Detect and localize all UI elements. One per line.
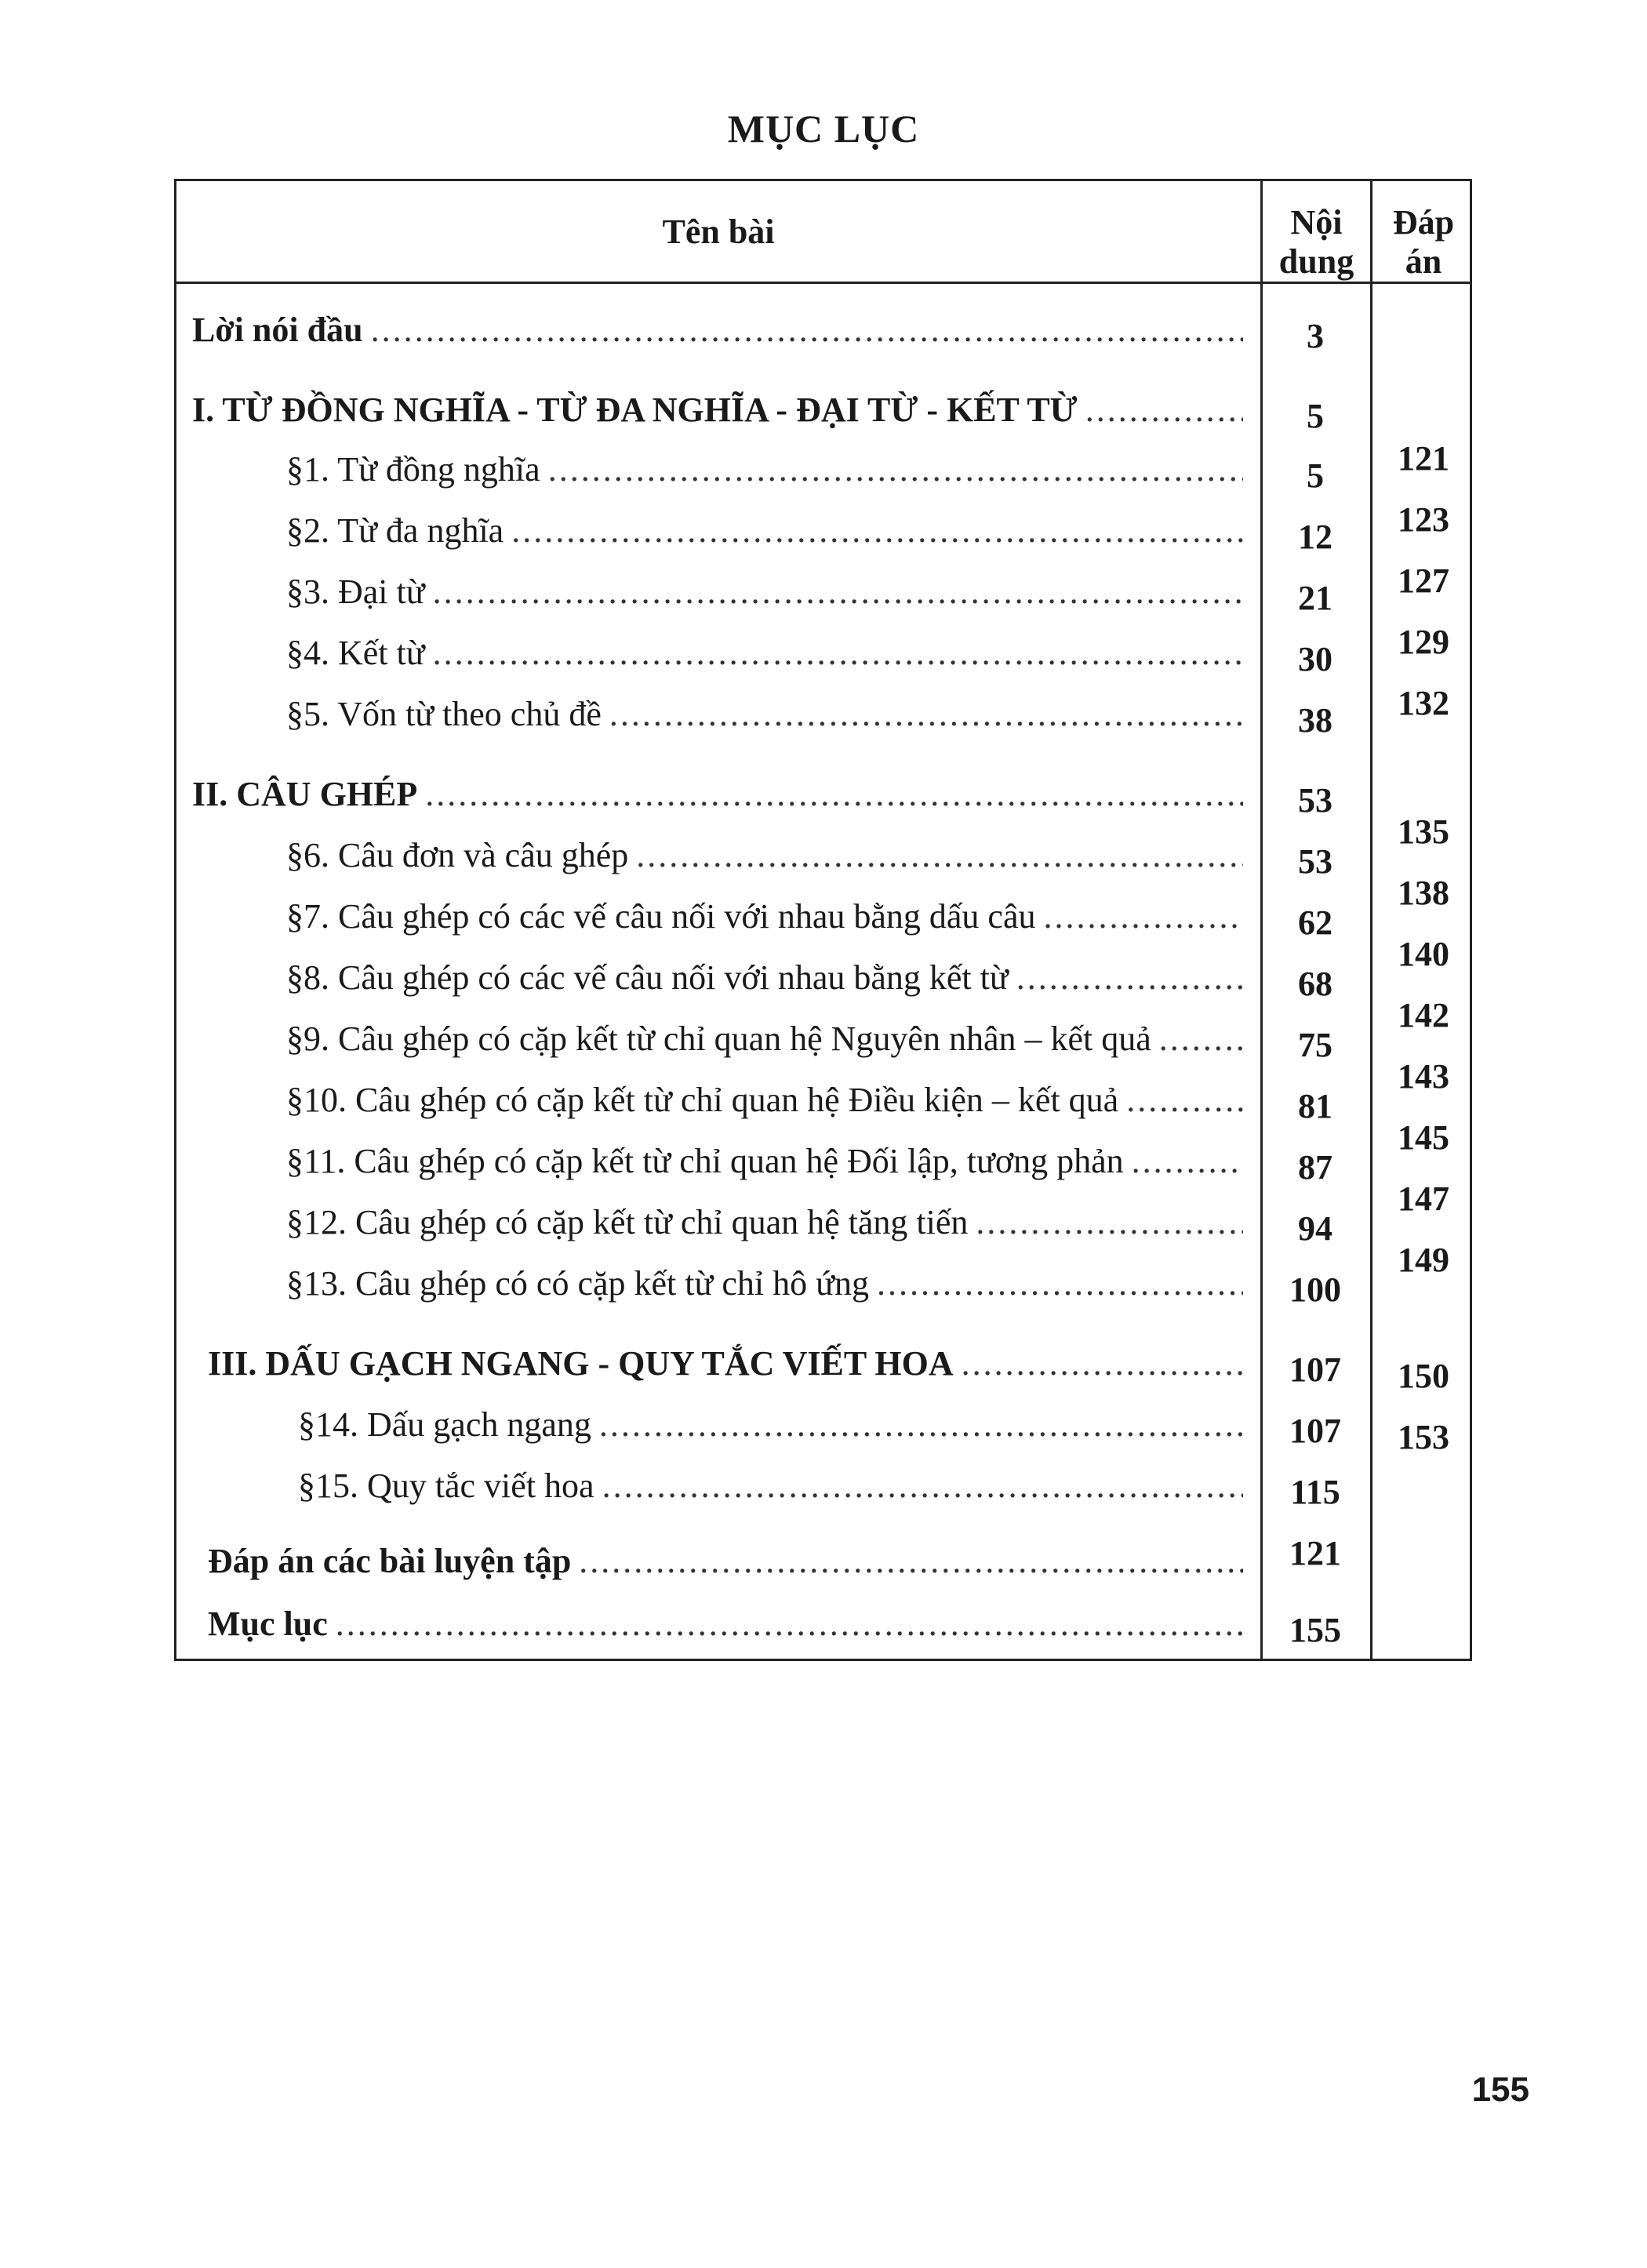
toc-entry-answer: 121 [1398,439,1449,478]
toc-entry-line [192,771,1243,818]
toc-entry-page: 94 [1298,1209,1333,1248]
toc-entry [286,507,1243,554]
dot-leader [599,1401,1243,1448]
dot-leader [636,832,1243,879]
toc-entry-label: III. DẤU GẠCH NGANG - QUY TẮC VIẾT HOA [208,1344,954,1383]
toc-entry-label: §1. Từ đồng nghĩa [286,450,540,489]
toc-entry-page: 68 [1298,965,1333,1003]
toc-table [174,179,1472,1661]
toc-entry [286,1199,1243,1246]
page-title: MỤC LỤC [727,107,920,151]
toc-entry [192,307,1243,354]
toc-entry-page: 53 [1298,842,1333,881]
header-name: Tên bài [662,213,775,251]
toc-entry-answer: 143 [1398,1057,1449,1096]
toc-entry-label: §7. Câu ghép có các vế câu nối với nhau bằng dấu câu [286,897,1036,936]
toc-entry-label: §3. Đại từ [286,572,425,611]
toc-entry-line [192,387,1243,434]
toc-entry-line [286,954,1243,1001]
toc-entry-label: I. TỪ ĐỒNG NGHĨA - TỪ ĐA NGHĨA - ĐẠI TỪ - KẾT TỪ [192,391,1078,429]
toc-entry-answer: 147 [1398,1179,1449,1218]
dot-leader [962,1340,1243,1387]
dot-leader [371,307,1243,354]
toc-entry-answer: 138 [1398,874,1449,912]
toc-entry-line [298,1401,1243,1448]
toc-entry-label: §4. Kết từ [286,634,425,672]
toc-entry [286,832,1243,879]
dot-leader [1085,387,1243,434]
dot-leader [1016,954,1243,1001]
dot-leader [336,1601,1243,1648]
toc-entry-page: 5 [1307,456,1324,495]
toc-entry-page: 53 [1298,781,1333,820]
toc-entry [286,1077,1243,1124]
toc-entry-line [286,1016,1243,1063]
toc-entry-page: 3 [1307,317,1324,355]
toc-entry-page: 5 [1307,397,1324,435]
toc-entry-line [286,1199,1243,1246]
toc-entry-answer: 142 [1398,996,1449,1034]
toc-entry-label: Đáp án các bài luyện tập [208,1542,572,1580]
toc-entry-line [192,307,1243,354]
header-divider [176,282,1470,284]
dot-leader [433,630,1243,677]
header-content-line1: Nội [1290,203,1343,242]
dot-leader [1043,893,1243,940]
toc-entry-line [286,446,1243,493]
toc-entry-line [286,832,1243,879]
dot-leader [548,446,1243,493]
toc-entry-answer: 140 [1398,935,1449,973]
toc-entry [298,1463,1243,1510]
toc-entry [298,1401,1243,1448]
toc-entry-answer: 150 [1398,1357,1449,1395]
toc-entry [208,1601,1243,1648]
toc-entry-label: §15. Quy tắc viết hoa [298,1467,594,1505]
column-divider [1260,181,1263,1659]
toc-entry-line [286,691,1243,738]
toc-entry-answer: 132 [1398,684,1449,722]
toc-entry-answer: 145 [1398,1118,1449,1157]
toc-entry-label: §14. Dấu gạch ngang [298,1405,591,1444]
toc-entry-label: §8. Câu ghép có các vế câu nối với nhau bằng kết từ [286,958,1009,997]
toc-entry-label: Lời nói đầu [192,311,363,349]
toc-entry-page: 155 [1289,1611,1341,1649]
toc-entry-page: 121 [1289,1534,1341,1572]
toc-entry-label: §10. Câu ghép có cặp kết từ chỉ quan hệ Điều kiện – kết quả [286,1081,1119,1119]
header-answer-line2: án [1405,242,1442,281]
dot-leader [1126,1077,1243,1124]
toc-entry-line [286,1260,1243,1307]
toc-entry [208,1538,1243,1585]
toc-entry-page: 87 [1298,1148,1333,1187]
toc-entry-line [286,569,1243,616]
dot-leader [877,1260,1243,1307]
toc-entry-label: II. CÂU GHÉP [192,775,418,813]
toc-entry-page: 81 [1298,1087,1333,1125]
toc-entry-page: 107 [1289,1350,1341,1389]
toc-entry-answer: 123 [1398,500,1449,539]
toc-entry-page: 21 [1298,579,1333,617]
toc-entry-line [298,1463,1243,1510]
dot-leader [579,1538,1243,1585]
toc-entry-line [208,1538,1243,1585]
toc-entry-line [286,507,1243,554]
toc-entry [286,1016,1243,1063]
toc-entry-page: 100 [1289,1270,1341,1309]
toc-entry-line [286,1077,1243,1124]
toc-entry-page: 12 [1298,518,1333,556]
toc-entry-label: §12. Câu ghép có cặp kết từ chỉ quan hệ tăng tiến [286,1203,969,1241]
toc-entry-answer: 153 [1398,1418,1449,1456]
toc-section [208,1340,1243,1387]
toc-entry [286,630,1243,677]
dot-leader [425,771,1243,818]
header-answer-line1: Đáp [1392,203,1455,242]
dot-leader [602,1463,1243,1510]
toc-entry-page: 115 [1290,1473,1340,1511]
dot-leader [609,691,1243,738]
toc-section [192,771,1243,818]
toc-entry [286,569,1243,616]
header-content-line2: dung [1278,242,1354,281]
toc-entry [286,691,1243,738]
toc-entry-label: §5. Vốn từ theo chủ đề [286,695,602,733]
toc-entry-page: 38 [1298,701,1333,740]
toc-entry-answer: 127 [1398,562,1449,600]
toc-entry-line [208,1340,1243,1387]
toc-entry-answer: 135 [1398,812,1449,851]
toc-entry [286,893,1243,940]
dot-leader [1159,1016,1243,1063]
toc-entry-page: 30 [1298,640,1333,678]
toc-entry [286,1260,1243,1307]
dot-leader [976,1199,1243,1246]
toc-entry-line [286,1138,1243,1185]
toc-entry [286,954,1243,1001]
toc-entry-label: §6. Câu đơn và câu ghép [286,836,629,874]
toc-entry-label: Mục lục [208,1605,328,1643]
toc-entry-answer: 129 [1398,623,1449,661]
toc-section [192,387,1243,434]
toc-entry [286,446,1243,493]
toc-entry-label: §13. Câu ghép có có cặp kết từ chỉ hô ứng [286,1264,869,1303]
dot-leader [511,507,1243,554]
toc-entry-label: §11. Câu ghép có cặp kết từ chỉ quan hệ Đối lập, tương phản [286,1142,1124,1180]
page-number: 155 [1471,2070,1529,2109]
dot-leader [433,569,1243,616]
toc-entry-line [286,630,1243,677]
dot-leader [1132,1138,1243,1185]
toc-entry-line [286,893,1243,940]
toc-entry-label: §9. Câu ghép có cặp kết từ chỉ quan hệ Nguyên nhân – kết quả [286,1020,1151,1058]
toc-entry-label: §2. Từ đa nghĩa [286,511,504,550]
toc-entry [286,1138,1243,1185]
toc-entry-page: 62 [1298,903,1333,942]
toc-entry-answer: 149 [1398,1241,1449,1279]
toc-entry-page: 75 [1298,1026,1333,1064]
toc-entry-line [208,1601,1243,1648]
toc-entry-page: 107 [1289,1412,1341,1450]
